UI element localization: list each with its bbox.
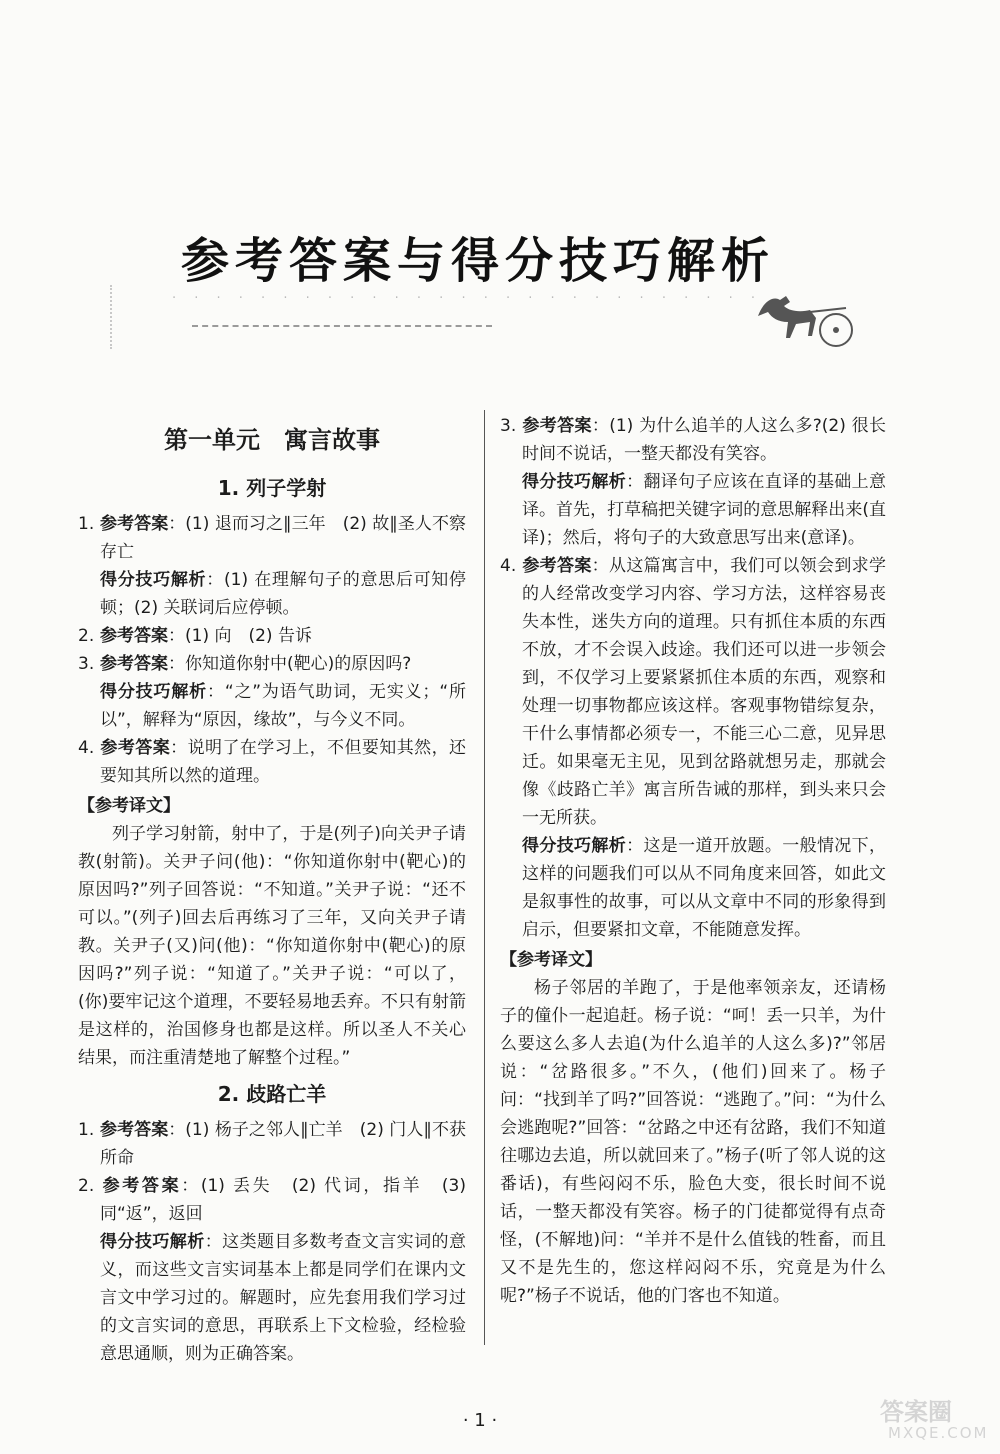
banner-dashed-line [192,325,492,327]
analysis-item: 得分技巧解析：(1) 在理解句子的意思后可知停顿；(2) 关联词后应停顿。 [100,570,467,618]
translation-text: 杨子邻居的羊跑了，于是他率领亲友，还请杨子的僮仆一起追赶。杨子说：“呵！丢一只羊，为什么要这么多人去追(为什么追羊的人这么多)?”邻居说：“岔路很多。”不久，(他们)回来了。杨子问：“找到羊了吗?”回答说：“逃跑了。”问：“为什么会逃跑呢?”回答：“岔路之中还有岔路，我们不知道往哪边去追，所以就回来了。”杨子(听了邻人说的这番话)，有些闷闷不乐，脸色大变，很长时间不说话，一整天都没有笑容。杨子的门徒都觉得有点奇怪，(不解地)问：“羊并不是什么值钱的牲畜，而且又不是先生的，您这样闷闷不乐，究竟是为什么呢?”杨子不说话，他的门客也不知道。 [500,978,886,1306]
section-title: 2. 歧路亡羊 [217,1082,327,1106]
section-title: 1. 列子学射 [217,476,327,500]
horse-carriage-icon [750,278,860,358]
page-title: 参考答案与得分技巧解析 [180,233,775,289]
column-divider [484,410,485,1345]
answer-item: 4. 参考答案：从这篇寓言中，我们可以领会到求学的人经常改变学习内容、学习方法，这样容易丧失本性，迷失方向的道理。只有抓住本质的东西不放，才不会误入歧途。我们还可以进一步领会到，不仅学习上要紧紧抓住本质的东西，观察和处理一切事物都应该这样。客观事物错综复杂，干什么事情都必须专一，不能三心二意，见异思迁。如果毫无主见，见到岔路就想另走，那就会像《歧路亡羊》寓言所告诫的那样，到头来只会一无所获。 [500,556,887,828]
analysis-item: 得分技巧解析：这是一道开放题。一般情况下，这样的问题我们可以从不同角度来回答，如此文是叙事性的故事，可以从文章中不同的形象得到启示，但要紧扣文章，不能随意发挥。 [522,836,887,940]
analysis-item: 得分技巧解析：翻译句子应该在直译的基础上意译。首先，打草稿把关键字词的意思解释出来(直译)；然后，将句子的大致意思写出来(意译)。 [522,472,887,548]
analysis-item: 得分技巧解析：这类题目多数考查文言实词的意义，而这些文言实词基本上都是同学们在课内文言文中学习过的。解题时，应先套用我们学习过的文言实词的意思，再联系上下文检验，经检验意思通顺，则为正确答案。 [100,1232,467,1364]
unit-title: 第一单元 寓言故事 [164,426,380,454]
banner-faint-text: · · · · · · · · · · · · · · · · · · · · · · · · · · · [172,291,763,306]
answer-item: 1. 参考答案：(1) 退而习之∥三年 (2) 故∥圣人不察存亡 [78,514,467,562]
answer-item: 1. 参考答案：(1) 杨子之邻人∥亡羊 (2) 门人∥不获所命 [78,1120,467,1168]
left-column [78,412,466,1368]
translation-label: 【参考译文】 [78,796,180,816]
answer-item: 2. 参考答案：(1) 向 (2) 告诉 [78,626,312,646]
page-number: · 1 · [462,1410,498,1431]
answer-item: 2. 参考答案：(1) 丢失 (2) 代词，指羊 (3) 同“返”，返回 [78,1176,466,1224]
right-column [500,412,886,1310]
translation-label: 【参考译文】 [500,950,602,970]
translation-text: 列子学习射箭，射中了，于是(列子)向关尹子请教(射箭)。关尹子问(他)：“你知道你射中(靶心)的原因吗?”列子回答说：“不知道。”关尹子说：“还不可以。”(列子)回去后再练习了三年，又向关尹子请教。关尹子(又)问(他)：“你知道你射中(靶心)的原因吗?”列子说：“知道了。”关尹子说：“可以了，(你)要牢记这个道理，不要轻易地丢弃。不只有射箭是这样的，治国修身也都是这样。所以圣人不关心结果，而注重清楚地了解整个过程。” [78,824,466,1068]
watermark-url: MXQE.COM [888,1424,989,1442]
answer-item: 4. 参考答案：说明了在学习上，不但要知其然，还要知其所以然的道理。 [78,738,467,786]
title-banner [110,190,870,370]
watermark-logo: 答案圈 [880,1398,952,1426]
answer-item: 3. 参考答案：(1) 为什么追羊的人这么多?(2) 很长时间不说话，一整天都没有笑容。 [500,416,886,464]
answer-item: 3. 参考答案：你知道你射中(靶心)的原因吗? [78,654,412,674]
analysis-item: 得分技巧解析：“之”为语气助词，无实义；“所以”，解释为“原因，缘故”，与今义不同。 [100,682,467,730]
